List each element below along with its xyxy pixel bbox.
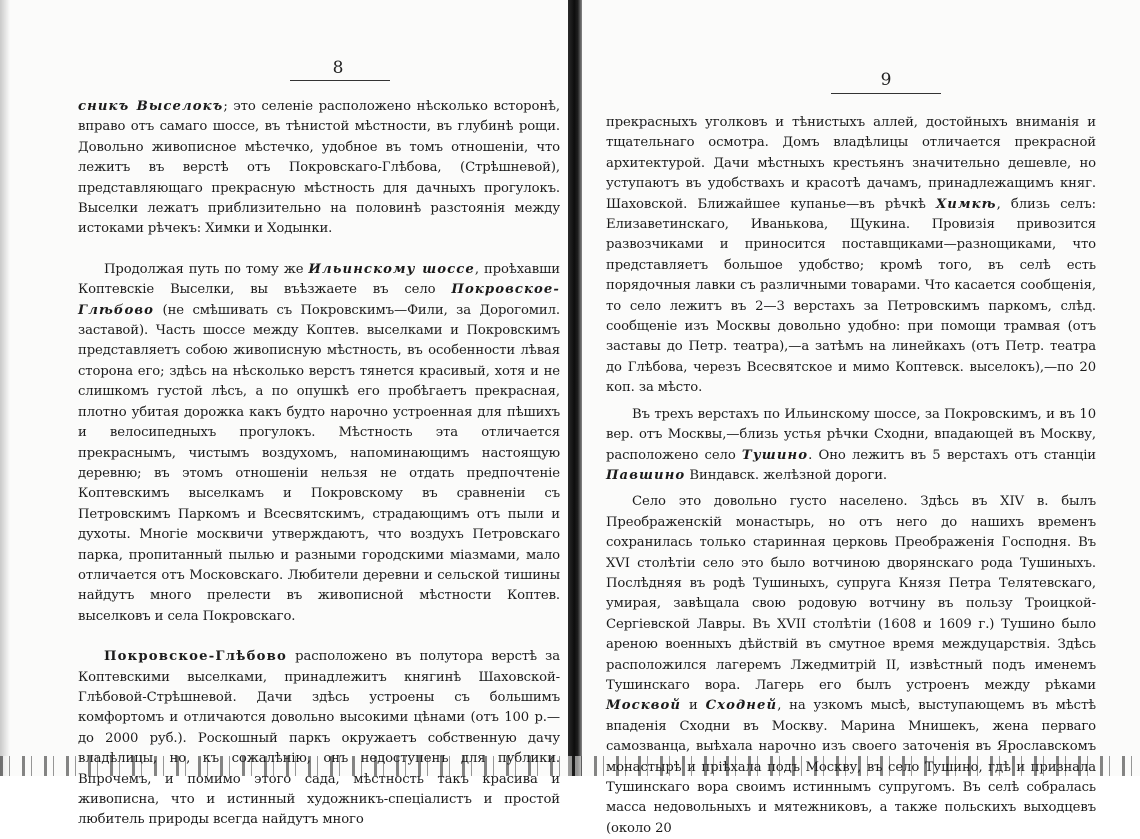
text: Въ трехъ верстахъ по Ильинскому шоссе, за Покровскимъ, и въ 10 вер. отъ Москвы,—близь устья рѣчки Сходни, впадающей въ Москву, расположено село	[606, 406, 1096, 463]
text: и	[681, 698, 706, 714]
paragraph	[606, 492, 1096, 839]
text-spaced: Ильинскому шоссе	[308, 261, 475, 277]
right-page	[606, 0, 1097, 836]
text: ; это селеніе расположено нѣсколько всторонѣ, вправо отъ самаго шоссе, въ тѣнистой мѣстности, въ глубинѣ рощи. Довольно живописное мѣстечко, удобное въ томъ отношеніи, что лежитъ въ верстѣ отъ Покровскаго-Глѣбова, (Стрѣшневой), представляющаго прекрасную мѣстность для дачныхъ прогулокъ. Выселки лежатъ приблизительно на половинѣ разстоянія между истоками рѣчекъ: Химки и Ходынки.	[78, 99, 560, 237]
text: Виндавск. желѣзной дороги.	[685, 467, 888, 483]
book-gutter	[568, 0, 582, 776]
text: . Оно лежитъ въ 5 верстахъ отъ станціи	[808, 447, 1096, 463]
page-number: 8	[332, 58, 344, 78]
page-number: 9	[880, 70, 892, 90]
text: расположено въ полутора верстѣ за Коптевскими выселками, принадлежитъ княгинѣ Шаховской-Глѣбовой-Стрѣшневой. Дачи здѣсь устроены съ большимъ комфортомъ и отличаются довольно высокими цѣнами (отъ 100 р.—до 2000 руб.). Роскошный паркъ окружаетъ собственную дачу владѣлицы, но, къ сожалѣнію, онъ недоступенъ для публики. Впрочемъ, и помимо этого сада, мѣстность такъ красива и живописна, что и истинный художникъ-спеціалистъ и простой любитель природы всегда найдутъ много	[78, 649, 560, 828]
text-spaced: Покровское-Глѣбово	[104, 649, 287, 665]
text: (не смѣшивать съ Покровскимъ—Фили, за Дорогомил. заставой). Часть шоссе между Коптев. выселками и Покровскимъ представляетъ собою живописную мѣстность, въ особенности лѣвая сторона его; здѣсь на нѣсколько верстъ тянется красивый, хотя и не слишкомъ густой лѣсъ, а по опушкѣ его пробѣгаетъ прекрасная, плотно убитая дорожка какъ будто нарочно устроенная для пѣшихъ и велосипедныхъ прогулокъ. Мѣстность эта отличается прекраснымъ, чистымъ воздухомъ, напоминающимъ настоящую деревню; въ этомъ отношеніи нельзя не отдать предпочтеніе Коптевскимъ выселкамъ и Покровскому въ сравненіи съ Петровскимъ Паркомъ и Всесвятскимъ, страдающимъ отъ пыли и духоты. Многіе москвичи утверждаютъ, что воздухъ Петровскаго парка, пропитанный пылью и разными городскими міазмами, мало отличается отъ Московскаго. Любители деревни и сельской тишины найдутъ много прелести въ живописной мѣстности Коптев. выселковъ и села Покровскаго.	[78, 302, 560, 624]
text: Продолжая путь по тому же	[104, 261, 309, 277]
page-body	[606, 113, 1096, 839]
text: , на узкомъ мысѣ, выступающемъ въ мѣстѣ впаденія Сходни въ Москву. Марина Мнишекъ, жена перваго самозванца, выѣхала нарочно изъ своего заточенія въ Ярославскомъ монастырѣ и пріѣхала подъ Москву, въ село Тушино, гдѣ и признала Тушинскаго вора своимъ истиннымъ супругомъ. Въ селѣ собралась масса недовольныхъ и мятежниковъ, а также польскихъ выходцевъ (около 20	[606, 698, 1096, 836]
paragraph	[606, 113, 1096, 399]
text-spaced: Химкѣ	[935, 196, 997, 212]
page-body	[78, 97, 560, 831]
header-rule	[831, 93, 941, 94]
paragraph	[78, 260, 560, 627]
text-spaced: Тушино	[741, 447, 809, 463]
text: прекрасныхъ уголковъ и тѣнистыхъ аллей, достойныхъ вниманія и тщательнаго осмотра. Домъ владѣлицы отличается прекрасной архитектурой. Дачи мѣстныхъ крестьянъ значительно дешевле, но уступаютъ въ удобствахъ и красотѣ дачамъ, принадлежащимъ княг. Шаховской. Ближайшее купанье—въ рѣчкѣ	[606, 115, 1096, 212]
text-spaced: Выселокъ	[136, 99, 224, 114]
text-spaced: Павшино	[606, 467, 686, 483]
paragraph	[78, 647, 560, 831]
paragraph	[78, 97, 560, 240]
page-edge-shadow	[0, 0, 10, 776]
left-page	[78, 0, 560, 828]
text-spaced: сник	[78, 99, 119, 114]
text: , проѣхавши Коптевскіе Выселки, вы въѣзжаете въ село	[78, 261, 560, 298]
text-spaced: ъ	[118, 99, 137, 114]
header-rule	[290, 80, 390, 81]
text-spaced: Москвой	[606, 698, 682, 714]
text: , близь селъ: Елизаветинскаго, Иванькова, Щукина. Провизія привозится развозчиками и приносится поставщиками—разнощиками, что представляетъ большое удобство; кромѣ того, въ селѣ есть порядочныя лавки съ различными товарами. Что касается сообщенія, то село лежитъ въ 2—3 верстахъ за Петровскимъ паркомъ, слѣд. сообщеніе изъ Москвы довольно удобно: при помощи трамвая (отъ заставы до Петр. театра),—а затѣмъ на линейкахъ (отъ Петр. театра до Глѣбова, черезъ Всесвятское и мимо Коптевск. выселокъ),—по 20 коп. за мѣсто.	[606, 196, 1097, 396]
text-spaced: Сходней	[705, 698, 778, 714]
text: Село это довольно густо населено. Здѣсь въ XIV в. былъ Преображенскій монастырь, но отъ него до нашихъ временъ сохранилась только старинная церковь Преображенія Господня. Въ XVI столѣтіи село это было вотчиною дворянскаго рода Тушиныхъ. Послѣдняя въ родѣ Тушиныхъ, супруга Князя Петра Телятевскаго, умирая, завѣщала свою родовую вотчину въ пользу Троицкой-Сергіевской Лавры. Въ XVII столѣтіи (1608 и 1609 г.) Тушино было ареною военныхъ дѣйствій въ смутное время междуцарствія. Здѣсь расположился лагеремъ Лжедмитрій II, извѣстный подъ именемъ Тушинскаго вора. Лагерь его былъ устроенъ между рѣками	[606, 494, 1096, 693]
paragraph	[606, 405, 1096, 487]
text-spaced: Покровское-Глѣбово	[78, 282, 560, 318]
